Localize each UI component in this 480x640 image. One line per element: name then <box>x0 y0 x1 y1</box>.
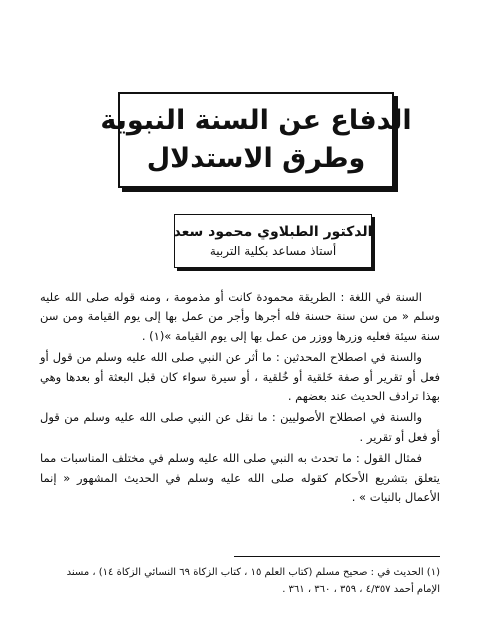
author-position: أستاذ مساعد بكلية التربية <box>209 244 337 258</box>
footnote-line-1: (١) الحديث في : صحيح مسلم (كتاب العلم ١٥ ، كتاب الزكاة ٦٩ النسائي الزكاة ١٤) ، مسند <box>66 567 440 578</box>
footnote <box>40 564 440 598</box>
title-line-1: الدفاع عن السنة النبوية <box>100 105 412 136</box>
author-name: الدكتور الطبلاوي محمود سعد <box>173 224 373 240</box>
body-text <box>40 288 440 509</box>
author-box <box>174 214 372 268</box>
footnote-divider <box>234 556 440 557</box>
paragraph: السنة في اللغة : الطريقة محمودة كانت أو مذمومة ، ومنه قوله صلى الله عليه وسلم « من سن سنة حسنة فله أجرها وأجر من عمل بها إلى يوم القيامة ومن سن سنة سيئة فعليه وزرها ووزر من عمل بها إلى يوم القيامة »(١) . <box>40 290 440 343</box>
footnote-line-2: الإمام أحمد ٤/٣٥٧ ، ٣٥٩ ، ٣٦٠ ، ٣٦١ . <box>282 584 440 595</box>
paragraph: والسنة في اصطلاح المحدثين : ما أثر عن النبي صلى الله عليه وسلم من قول أو فعل أو تقرير أو صفة خَلقية أو خُلقية ، أو سيرة سواء كان قبل البعثة أو بعدها وهي بهذا ترادف الحديث عند بعضهم . <box>40 350 440 404</box>
paragraph: فمثال القول : ما تحدث به النبي صلى الله عليه وسلم في مختلف المناسبات مما يتعلق بتشريع الأحكام كقوله صلى الله عليه وسلم في الحديث المشهور « إنما الأعمال بالنيات » . <box>40 451 440 505</box>
title-box <box>100 92 412 188</box>
title-line-2: وطرق الاستدلال <box>146 143 366 174</box>
paragraph: والسنة في اصطلاح الأصوليين : ما نقل عن النبي صلى الله عليه وسلم من قول أو فعل أو تقرير . <box>40 410 440 444</box>
